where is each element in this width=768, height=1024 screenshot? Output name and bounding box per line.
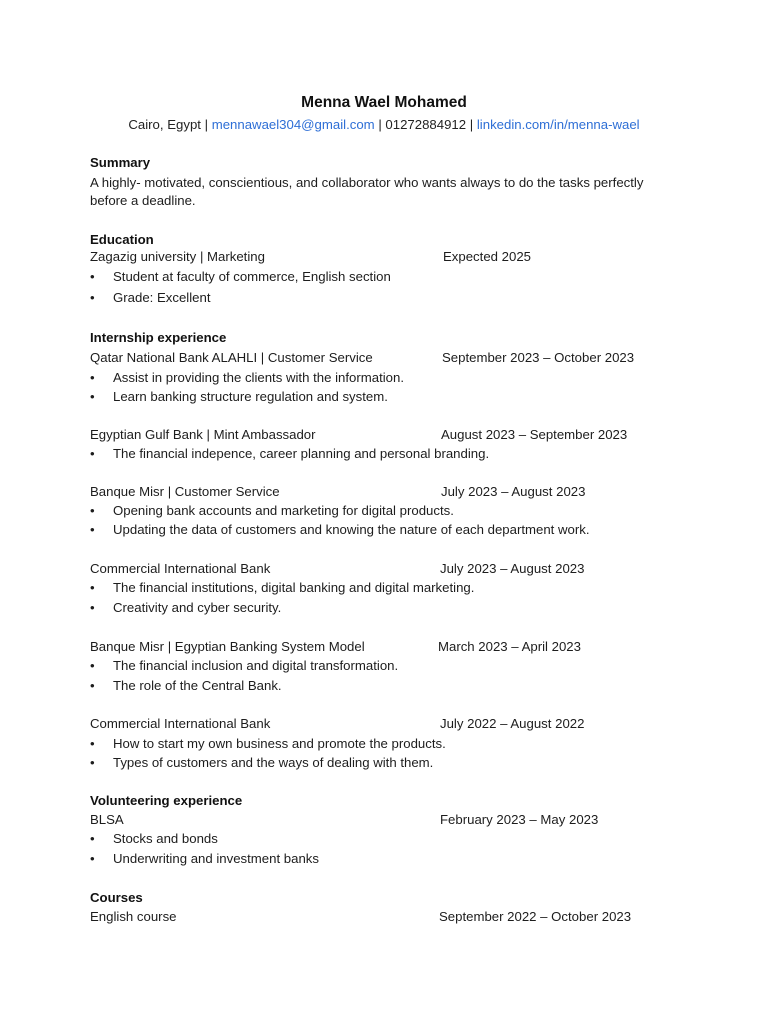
education-bullet <box>90 269 391 284</box>
internship-bullet <box>90 658 398 673</box>
education-heading: Education <box>90 232 154 247</box>
candidate-name: Menna Wael Mohamed <box>301 94 467 111</box>
bullet-text: The financial indepence, career planning and personal branding. <box>113 446 490 461</box>
bullet-text: The role of the Central Bank. <box>113 678 282 693</box>
bullet-marker: • <box>90 678 95 693</box>
internship-entry-date: September 2023 – October 2023 <box>442 350 635 365</box>
separator: | <box>374 117 386 132</box>
bullet-marker: • <box>90 389 95 404</box>
bullet-text: Learn banking structure regulation and system. <box>113 389 388 404</box>
internship-bullet <box>90 678 282 693</box>
bullet-text: Creativity and cyber security. <box>113 600 282 615</box>
bullet-marker: • <box>90 580 95 595</box>
internship-bullet <box>90 503 454 518</box>
bullet-marker: • <box>90 269 95 284</box>
bullet-text: Grade: Excellent <box>113 290 211 305</box>
summary-text-line-1: A highly- motivated, conscientious, and collaborator who wants always to do the tasks perfectly <box>90 175 644 190</box>
internship-bullet <box>90 600 281 615</box>
course-name: English course <box>90 909 177 924</box>
bullet-marker: • <box>90 851 95 866</box>
courses-heading: Courses <box>90 890 143 905</box>
volunteering-date: February 2023 – May 2023 <box>440 812 599 827</box>
bullet-text: Updating the data of customers and knowing the nature of each department work. <box>113 522 590 537</box>
volunteering-bullet <box>90 831 218 846</box>
bullet-marker: • <box>90 522 95 537</box>
bullet-marker: • <box>90 446 95 461</box>
bullet-marker: • <box>90 290 95 305</box>
bullet-text: Student at faculty of commerce, English section <box>113 269 391 284</box>
course-date: September 2022 – October 2023 <box>439 909 632 924</box>
internship-entry-title: Egyptian Gulf Bank | Mint Ambassador <box>90 427 316 442</box>
internship-bullet <box>90 736 446 751</box>
summary-text-line-2: before a deadline. <box>90 193 196 208</box>
bullet-text: Underwriting and investment banks <box>113 851 319 866</box>
internship-heading: Internship experience <box>90 330 227 345</box>
internship-entry-title: Commercial International Bank <box>90 561 271 576</box>
internship-entry-title: Qatar National Bank ALAHLI | Customer Service <box>90 350 373 365</box>
bullet-text: How to start my own business and promote the products. <box>113 736 446 751</box>
summary-heading: Summary <box>90 155 151 170</box>
separator: | <box>200 117 212 132</box>
internship-entry-date: July 2023 – August 2023 <box>440 561 585 576</box>
internship-bullet <box>90 580 474 595</box>
internship-bullet <box>90 522 590 537</box>
separator: | <box>466 117 477 132</box>
internship-entry-date: July 2022 – August 2022 <box>440 716 585 731</box>
bullet-marker: • <box>90 503 95 518</box>
internship-entry-title: Banque Misr | Customer Service <box>90 484 280 499</box>
bullet-marker: • <box>90 600 95 615</box>
volunteering-heading: Volunteering experience <box>90 793 243 808</box>
bullet-text: Opening bank accounts and marketing for digital products. <box>113 503 454 518</box>
bullet-marker: • <box>90 658 95 673</box>
phone: 01272884912 <box>385 117 467 132</box>
internship-entry-title: Commercial International Bank <box>90 716 271 731</box>
bullet-marker: • <box>90 755 95 770</box>
bullet-text: Assist in providing the clients with the information. <box>113 370 404 385</box>
internship-bullet <box>90 446 489 461</box>
email-link[interactable]: mennawael304@gmail.com <box>211 117 375 132</box>
internship-entry-title: Banque Misr | Egyptian Banking System Model <box>90 639 365 654</box>
bullet-text: The financial institutions, digital banking and digital marketing. <box>113 580 475 595</box>
education-school: Zagazig university | Marketing <box>90 249 265 264</box>
contact-line <box>0 117 768 132</box>
education-date: Expected 2025 <box>443 249 531 264</box>
volunteering-org: BLSA <box>90 812 124 827</box>
internship-bullet <box>90 755 433 770</box>
internship-entry-date: August 2023 – September 2023 <box>441 427 628 442</box>
internship-entry-date: July 2023 – August 2023 <box>441 484 586 499</box>
bullet-marker: • <box>90 736 95 751</box>
internship-bullet <box>90 389 388 404</box>
internship-entry-date: March 2023 – April 2023 <box>438 639 581 654</box>
linkedin-link[interactable]: linkedin.com/in/menna-wael <box>476 117 640 132</box>
volunteering-bullet <box>90 851 319 866</box>
bullet-text: Stocks and bonds <box>113 831 218 846</box>
bullet-marker: • <box>90 370 95 385</box>
bullet-text: Types of customers and the ways of dealing with them. <box>113 755 434 770</box>
education-bullet <box>90 290 211 305</box>
bullet-marker: • <box>90 831 95 846</box>
bullet-text: The financial inclusion and digital transformation. <box>113 658 399 673</box>
location: Cairo, Egypt <box>128 117 201 132</box>
internship-bullet <box>90 370 404 385</box>
